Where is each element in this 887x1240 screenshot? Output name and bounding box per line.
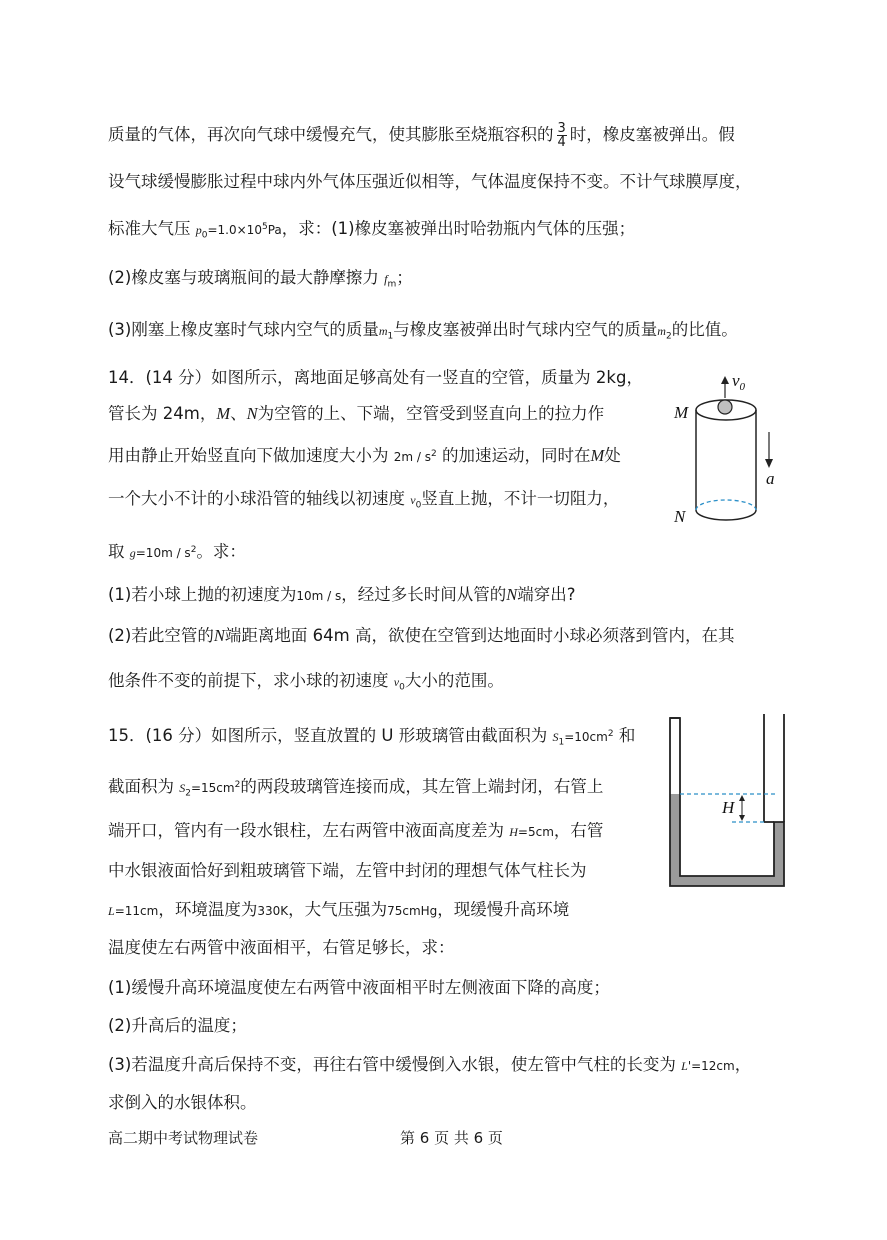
H-number: =5cm bbox=[517, 825, 554, 839]
p14-l3a: 用由静止开始竖直向下做加速度大小为 bbox=[108, 446, 389, 465]
fig-N-label: N bbox=[674, 507, 686, 526]
p13-l1b: 时，橡皮塞被弹出。假 bbox=[569, 125, 735, 144]
p-value: =1.0×10 bbox=[207, 223, 262, 237]
p15-line-2 bbox=[108, 773, 603, 805]
p15-line-1 bbox=[108, 722, 635, 754]
p-symbol: p bbox=[195, 223, 202, 237]
p14-line-3 bbox=[108, 442, 621, 469]
footer-exam-title: 高二期中考试物理试卷 bbox=[108, 1129, 259, 1147]
p15-l1b: 和 bbox=[618, 726, 636, 745]
m2-letter: m bbox=[657, 324, 666, 338]
fig-a-label: a bbox=[766, 469, 775, 488]
initial-speed-value: 10m / s bbox=[296, 589, 342, 603]
N-label: N bbox=[246, 404, 258, 423]
p13-line-3 bbox=[108, 215, 635, 247]
m2-subscript: 2 bbox=[665, 331, 672, 342]
p15-question-1 bbox=[108, 976, 610, 1000]
p-unit: Pa bbox=[267, 223, 282, 237]
Lprime-number: '=12cm bbox=[687, 1059, 735, 1073]
p15-question-2 bbox=[108, 1014, 247, 1038]
p14-question-1 bbox=[108, 583, 576, 608]
p15-l4: 中水银液面恰好到粗玻璃管下端，左管中封闭的理想气体气柱长为 bbox=[108, 861, 587, 880]
p14-l5b: 。求： bbox=[196, 542, 246, 561]
g-value: =10m / s bbox=[135, 546, 191, 560]
M-label: M bbox=[216, 404, 231, 423]
p13-l1a: 质量的气体，再次向气球中缓慢充气，使其膨胀至烧瓶容积的 bbox=[108, 125, 554, 144]
S1-value bbox=[552, 729, 614, 748]
p15-l5a: ，环境温度为 bbox=[158, 900, 258, 919]
m1-symbol bbox=[378, 324, 394, 342]
p15-line-4 bbox=[108, 859, 587, 883]
p13-l3b: ，求：(1)橡皮塞被弹出时哈勃瓶内气体的压强； bbox=[281, 219, 636, 238]
m1-letter: m bbox=[378, 324, 388, 338]
p15-l3b: ，右管 bbox=[553, 821, 604, 840]
p15-line-6 bbox=[108, 936, 455, 960]
p14-l5a: 取 bbox=[108, 542, 125, 561]
p13-l5a: (3)刚塞上橡皮塞时气球内空气的质量 bbox=[108, 320, 379, 339]
fig-M-label: M bbox=[674, 403, 689, 422]
H-value bbox=[509, 825, 554, 839]
p13-l3a: 标准大气压 bbox=[108, 219, 191, 238]
p14-l1: 14．(14 分）如图所示，离地面足够高处有一竖直的空管，质量为 2kg， bbox=[108, 368, 643, 387]
friction-symbol bbox=[384, 272, 397, 290]
p13-l5c: 的比值。 bbox=[671, 320, 738, 339]
p13-l5b: 与橡皮塞被弹出时气球内空气的质量 bbox=[393, 320, 658, 339]
S1-subscript: 1 bbox=[558, 737, 565, 748]
p-subscript: 0 bbox=[201, 230, 208, 241]
f-symbol: f bbox=[384, 272, 388, 286]
v0-symbol-2 bbox=[393, 675, 405, 693]
p14-l4a: 一个大小不计的小球沿管的轴线以初速度 bbox=[108, 489, 405, 508]
p13-l4b: ； bbox=[396, 268, 413, 287]
p15-line-3 bbox=[108, 819, 603, 844]
S1-exponent: 2 bbox=[607, 729, 614, 739]
S2-value bbox=[179, 780, 241, 799]
p14-q2c-b: 大小的范围。 bbox=[404, 671, 504, 690]
p15-q3a: (3)若温度升高后保持不变，再往右管中缓慢倒入水银，使左管中气柱的长变为 bbox=[108, 1055, 676, 1074]
S2-number: =15cm bbox=[190, 781, 235, 795]
fig-v0-label: $v_0$ bbox=[732, 371, 746, 393]
p15-question-3-cont bbox=[108, 1091, 257, 1115]
v-subscript-2: 0 bbox=[399, 682, 405, 693]
acceleration-value bbox=[394, 450, 437, 464]
p14-l2b: 为空管的上、下端，空管受到竖直向上的拉力作 bbox=[257, 404, 605, 423]
p15-l5b: ，大气压强为 bbox=[288, 900, 388, 919]
p15-l2a: 截面积为 bbox=[108, 777, 174, 796]
p14-q1a: (1)若小球上抛的初速度为 bbox=[108, 585, 297, 604]
p15-question-3 bbox=[108, 1053, 751, 1078]
v-subscript: 0 bbox=[415, 500, 422, 511]
p15-l5c: ，现缓慢升高环境 bbox=[437, 900, 570, 919]
S2-letter: S bbox=[179, 781, 186, 795]
p15-l3a: 端开口，管内有一段水银柱，左右两管中液面高度差为 bbox=[108, 821, 504, 840]
v0-symbol bbox=[410, 493, 422, 511]
g-exponent: 2 bbox=[190, 545, 197, 555]
tube-bottom-back-dashed bbox=[696, 500, 756, 510]
p14-q2a: (2)若此空管的 bbox=[108, 626, 214, 645]
p14-q1c: 端穿出? bbox=[517, 585, 576, 604]
p14-line-4 bbox=[108, 487, 619, 517]
Lprime-value bbox=[681, 1059, 735, 1073]
p14-question-2 bbox=[108, 624, 734, 648]
acc-exponent: 2 bbox=[431, 449, 437, 459]
N-label-4: N bbox=[213, 626, 225, 645]
p15-line-5 bbox=[108, 898, 569, 923]
p14-l3b: 的加速运动，同时在 bbox=[441, 446, 591, 465]
fraction-numerator: 3 bbox=[557, 121, 566, 136]
footer-page-number: 第 6 页 共 6 页 bbox=[400, 1129, 503, 1147]
p13-line-1 bbox=[108, 122, 735, 149]
fraction-denominator: 4 bbox=[557, 135, 566, 150]
H-arrow-up bbox=[739, 795, 745, 801]
tube-figure bbox=[668, 370, 778, 530]
fraction-3-4 bbox=[557, 122, 567, 149]
p14-line-2 bbox=[108, 402, 604, 426]
p15-l6: 温度使左右两管中液面相平，右管足够长，求： bbox=[108, 938, 455, 957]
S2-exponent: 2 bbox=[234, 780, 241, 790]
S1-letter: S bbox=[552, 730, 559, 744]
S1-number: =10cm bbox=[564, 730, 608, 744]
L-letter: L bbox=[108, 904, 115, 918]
m2-symbol bbox=[657, 324, 672, 342]
pressure-value: 75cmHg bbox=[387, 904, 438, 918]
p14-line-1 bbox=[108, 366, 643, 390]
p13-line-2 bbox=[108, 170, 752, 194]
p14-q1b: ，经过多长时间从管的 bbox=[341, 585, 507, 604]
a-arrowhead bbox=[765, 459, 773, 468]
p14-l4b: 竖直上抛，不计一切阻力， bbox=[421, 489, 620, 508]
p14-l3c: 处 bbox=[604, 446, 621, 465]
f-subscript: m bbox=[387, 279, 397, 290]
v-letter: v bbox=[410, 493, 416, 507]
gravity-value bbox=[130, 546, 197, 560]
p-exponent: 5 bbox=[261, 222, 268, 232]
p13-question-3 bbox=[108, 318, 738, 348]
p15-l1a: 15．(16 分）如图所示，竖直放置的 U 形玻璃管由截面积为 bbox=[108, 726, 548, 745]
p15-q3c: 求倒入的水银体积。 bbox=[108, 1093, 257, 1112]
ball bbox=[718, 400, 732, 414]
p13-l2: 设气球缓慢膨胀过程中球内外气体压强近似相等，气体温度保持不变。不计气球膜厚度， bbox=[108, 172, 752, 191]
m1-subscript: 1 bbox=[387, 331, 394, 342]
p15-q3b: ， bbox=[734, 1055, 752, 1074]
N-label-3: N bbox=[506, 585, 518, 604]
H-arrow-down bbox=[739, 815, 745, 821]
Lprime-letter: L bbox=[681, 1059, 688, 1073]
L-value bbox=[108, 904, 158, 918]
p14-sep: 、 bbox=[230, 404, 247, 423]
p14-q2c-a: 他条件不变的前提下，求小球的初速度 bbox=[108, 671, 389, 690]
p14-line-5 bbox=[108, 538, 246, 565]
p15-l2b: 的两段玻璃管连接而成，其左管上端封闭，右管上 bbox=[240, 777, 604, 796]
g-letter: g bbox=[129, 546, 136, 560]
M-label-2: M bbox=[590, 446, 605, 465]
p14-l2a: 管长为 24m， bbox=[108, 404, 217, 423]
p15-q1: (1)缓慢升高环境温度使左右两管中液面相平时左侧液面下降的高度； bbox=[108, 978, 610, 997]
atm-pressure-formula bbox=[195, 222, 282, 241]
p14-q2b: 端距离地面 64m 高，欲使在空管到达地面时小球必须落到管内，在其 bbox=[224, 626, 735, 645]
S2-subscript: 2 bbox=[185, 788, 191, 799]
v0-arrowhead bbox=[721, 376, 729, 384]
u-tube-figure bbox=[664, 712, 789, 892]
H-letter: H bbox=[509, 825, 518, 839]
temperature-value: 330K bbox=[257, 904, 289, 918]
L-number: =11cm bbox=[114, 904, 159, 918]
p13-question-2 bbox=[108, 266, 413, 296]
fig-H-label: H bbox=[722, 798, 735, 817]
acc-value: 2m / s bbox=[393, 450, 431, 464]
v-letter-2: v bbox=[393, 675, 400, 689]
tube-bottom-front bbox=[696, 510, 756, 520]
p15-q2: (2)升高后的温度； bbox=[108, 1016, 247, 1035]
p13-l4a: (2)橡皮塞与玻璃瓶间的最大静摩擦力 bbox=[108, 268, 379, 287]
p14-question-2-cont bbox=[108, 669, 504, 699]
